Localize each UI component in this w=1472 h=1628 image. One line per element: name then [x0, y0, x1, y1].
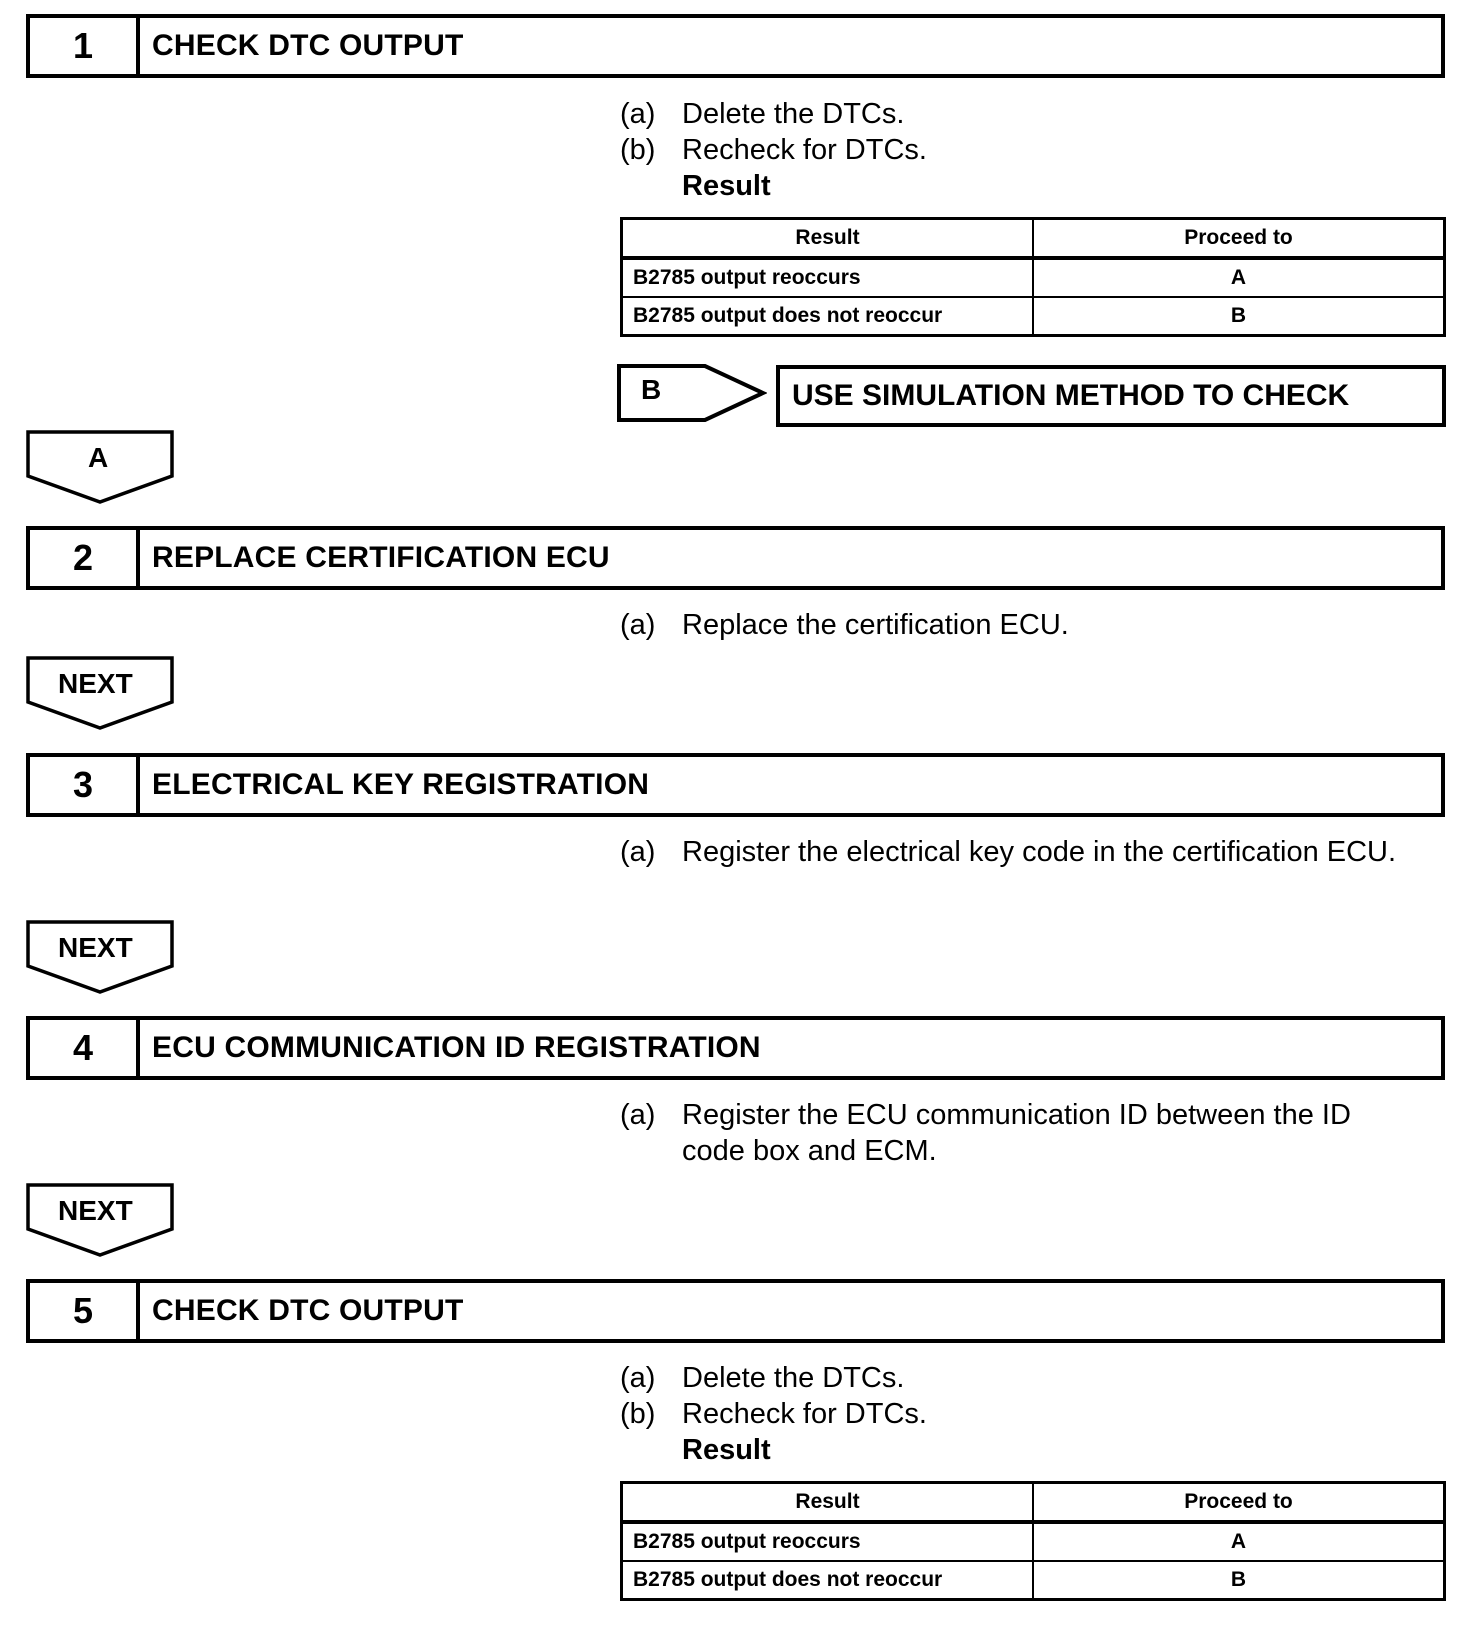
- step-number: 3: [30, 757, 140, 813]
- branch-tag-label: B: [641, 374, 662, 405]
- table-cell: B: [1033, 297, 1445, 336]
- instruction-line: [620, 1097, 1351, 1133]
- step-number: 4: [30, 1020, 140, 1076]
- next-label: NEXT: [58, 668, 133, 699]
- item-text: Register the electrical key code in the certification ECU.: [682, 836, 1397, 868]
- next-tag: [26, 656, 174, 730]
- table-cell: A: [1033, 258, 1445, 297]
- result-title: Result: [682, 170, 771, 202]
- branch-tag-label: A: [88, 442, 109, 473]
- table-header-row: [622, 1483, 1445, 1523]
- step-title: CHECK DTC OUTPUT: [152, 1294, 464, 1327]
- item-text: Delete the DTCs.: [682, 1362, 905, 1394]
- item-label: (a): [620, 836, 656, 868]
- instruction-line: [620, 1360, 904, 1396]
- item-label: (b): [620, 134, 656, 166]
- table-header: Proceed to: [1033, 219, 1445, 259]
- next-label: NEXT: [58, 1195, 133, 1226]
- item-text: code box and ECM.: [682, 1135, 937, 1167]
- branch-a-tag: [26, 430, 174, 504]
- branch-b-action: USE SIMULATION METHOD TO CHECK: [776, 365, 1446, 427]
- instruction-line: [620, 96, 904, 132]
- instruction-line: [620, 132, 927, 168]
- instruction-line: [620, 1396, 927, 1432]
- next-tag: [26, 920, 174, 994]
- result-title: Result: [682, 1434, 771, 1466]
- step-title: ECU COMMUNICATION ID REGISTRATION: [152, 1031, 761, 1064]
- result-table: [620, 1481, 1446, 1601]
- step-title: CHECK DTC OUTPUT: [152, 29, 464, 62]
- table-row: [622, 297, 1445, 336]
- step-1-header: [26, 14, 1445, 78]
- item-label: (a): [620, 98, 656, 130]
- instruction-line: [620, 607, 1069, 643]
- step-number: 2: [30, 530, 140, 586]
- step-3-header: [26, 753, 1445, 817]
- item-text: Register the ECU communication ID between the ID: [682, 1099, 1351, 1131]
- instruction-line: [620, 1133, 937, 1169]
- table-row: [622, 1522, 1445, 1561]
- table-cell: A: [1033, 1522, 1445, 1561]
- step-4-header: [26, 1016, 1445, 1080]
- step-title: ELECTRICAL KEY REGISTRATION: [152, 768, 650, 801]
- item-label: (a): [620, 1362, 656, 1394]
- item-label: (a): [620, 1099, 656, 1131]
- table-row: [622, 1561, 1445, 1600]
- item-text: Replace the certification ECU.: [682, 609, 1069, 641]
- table-cell: B: [1033, 1561, 1445, 1600]
- branch-b-tag: [617, 364, 767, 422]
- table-header: Result: [622, 1483, 1034, 1523]
- right-arrow-tag-icon: [617, 364, 767, 422]
- table-cell: B2785 output does not reoccur: [622, 297, 1034, 336]
- item-text: Recheck for DTCs.: [682, 134, 927, 166]
- table-header-row: [622, 219, 1445, 259]
- next-label: NEXT: [58, 932, 133, 963]
- item-label: (b): [620, 1398, 656, 1430]
- table-header: Result: [622, 219, 1034, 259]
- item-label: (a): [620, 609, 656, 641]
- instruction-line: [620, 834, 1396, 870]
- table-cell: B2785 output reoccurs: [622, 258, 1034, 297]
- table-header: Proceed to: [1033, 1483, 1445, 1523]
- result-table: [620, 217, 1446, 337]
- step-2-header: [26, 526, 1445, 590]
- step-number: 5: [30, 1283, 140, 1339]
- item-text: Delete the DTCs.: [682, 98, 905, 130]
- table-cell: B2785 output does not reoccur: [622, 1561, 1034, 1600]
- item-text: Recheck for DTCs.: [682, 1398, 927, 1430]
- table-cell: B2785 output reoccurs: [622, 1522, 1034, 1561]
- step-number: 1: [30, 18, 140, 74]
- table-row: [622, 258, 1445, 297]
- step-5-header: [26, 1279, 1445, 1343]
- next-tag: [26, 1183, 174, 1257]
- step-title: REPLACE CERTIFICATION ECU: [152, 541, 610, 574]
